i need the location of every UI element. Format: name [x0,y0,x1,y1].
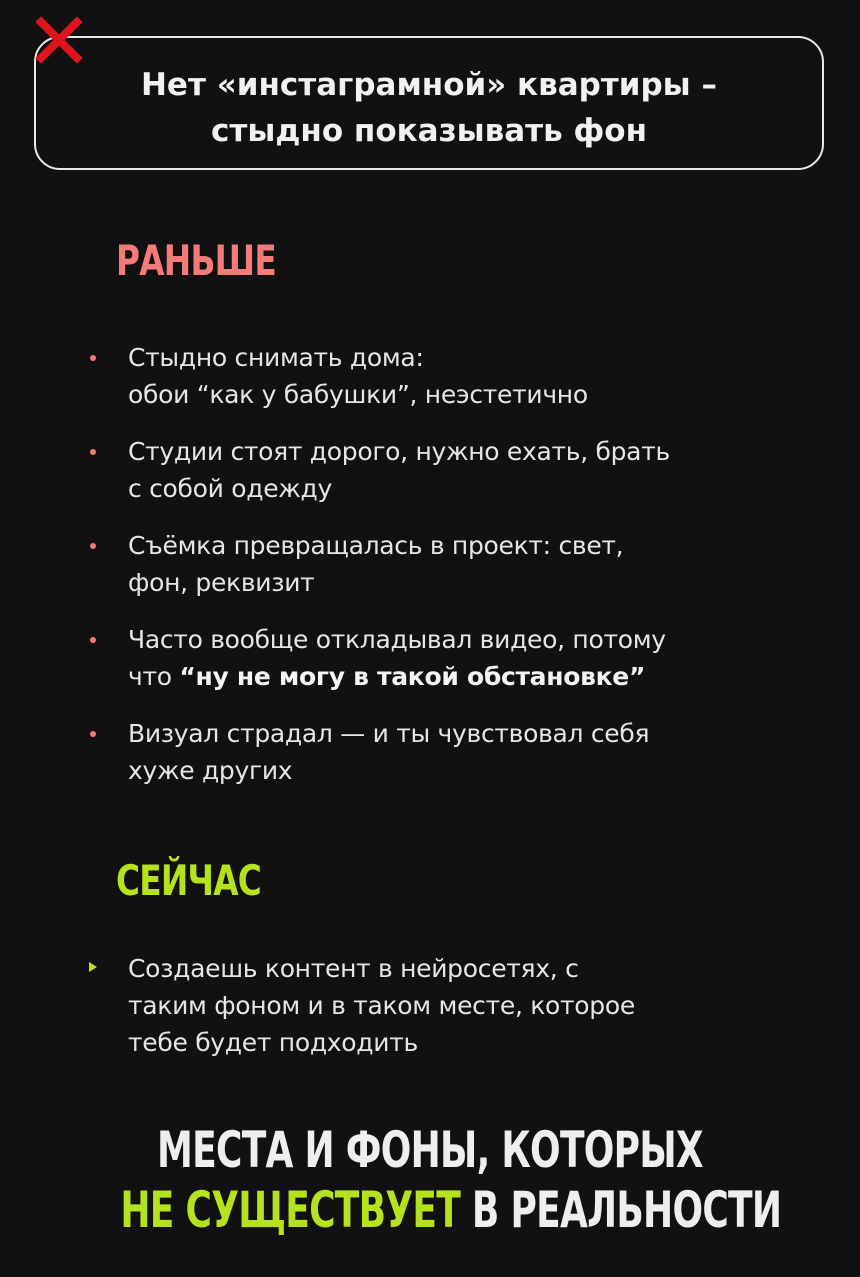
before-list [86,339,816,809]
list-item-line [128,658,816,695]
now-heading: СЕЙЧАС [116,856,262,905]
footer-line-1: МЕСТА И ФОНЫ, КОТОРЫХ [157,1121,703,1179]
list-item-line: Студии стоят дорого, нужно ехать, брать [128,437,670,466]
list-item-line: Создаешь контент в нейросетях, с [128,954,579,983]
header-title-line-2: стыдно показывать фон [210,113,647,149]
cross-icon [33,14,85,66]
list-item-line: таким фоном и в таком месте, которое [128,991,635,1020]
list-item [86,433,816,507]
footer-slogan [0,1120,860,1240]
list-item-line: Съёмка превращалась в проект: свет, [128,531,624,560]
list-item-line: обои “как у бабушки”, неэстетично [128,380,588,409]
list-item [86,950,816,1061]
list-item-line: тебе будет подходить [128,1028,418,1057]
play-arrow-icon [89,962,97,972]
list-item [86,339,816,413]
list-item-line: Часто вообще откладывал видео, потому [128,625,666,654]
bullet-dot-icon [90,637,96,643]
header-box [34,36,824,170]
header-title [36,62,822,154]
list-item [86,527,816,601]
list-item-line: Стыдно снимать дома: [128,343,424,372]
list-item [86,621,816,695]
list-item-line: фон, реквизит [128,568,315,597]
bullet-dot-icon [90,731,96,737]
list-item [86,715,816,789]
footer-rest: В РЕАЛЬНОСТИ [460,1181,782,1239]
list-item-prefix: что [128,662,180,691]
list-item-quote: “ну не могу в такой обстановке” [179,662,646,691]
bullet-dot-icon [90,543,96,549]
footer-line-2 [120,1180,782,1240]
list-item-line: хуже других [128,756,293,785]
now-list [86,950,816,1061]
list-item-line: Визуал страдал — и ты чувствовал себя [128,719,650,748]
bullet-dot-icon [90,449,96,455]
before-heading: РАНЬШЕ [116,236,276,285]
footer-highlight: НЕ СУЩЕСТВУЕТ [120,1181,461,1239]
bullet-dot-icon [90,355,96,361]
header-title-line-1: Нет «инстаграмной» квартиры – [140,67,718,103]
list-item-line: с собой одежду [128,474,333,503]
